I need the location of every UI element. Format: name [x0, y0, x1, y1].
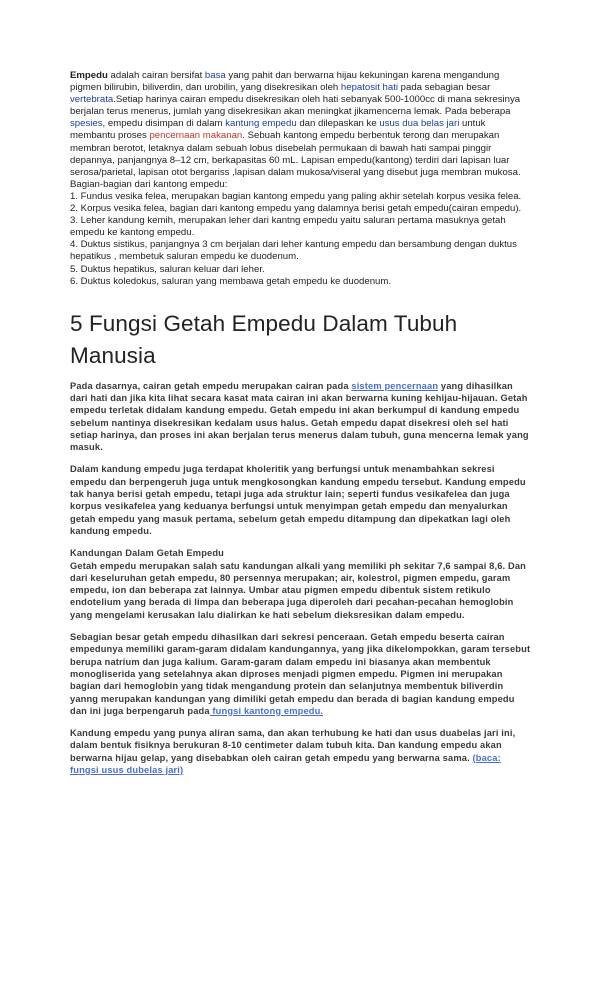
- paragraph-text: Kandung empedu yang punya aliran sama, dan akan terhubung ke hati dan usus duabelas jari ini, dalam bentuk fisiknya berukuran 8-10 centimeter dalam tubuh kita. Dan kandung empedu akan berwarna hijau gelap, yang disebabkan oleh cairan getah empedu yang berwarna sama.: [70, 728, 516, 763]
- list-item: 2. Korpus vesika felea, bagian dari kantong empedu yang dalamnya berisi getah empedu(cairan empedu).: [70, 203, 522, 215]
- link-hepatosit-hati[interactable]: hepatosit hati: [340, 82, 398, 94]
- list-item: 5. Duktus hepatikus, saluran keluar dari leher.: [70, 263, 265, 275]
- section-heading: 5 Fungsi Getah Empedu Dalam Tubuh Manusia: [70, 310, 458, 368]
- link-usus-dua-belas-jari[interactable]: usus dua belas jari: [379, 118, 460, 130]
- link-fungsi-kantong-empedu[interactable]: fungsi kantong empedu.: [209, 705, 324, 716]
- intro-text: dan dilepaskan ke: [296, 118, 380, 130]
- intro-text: .Setiap harinya cairan empedu disekresikan oleh hati sebanyak 500-1000cc di mana sekresinya berjalan terus menerus, jumlah yang disekresikan akan meningkat jikamencerna lemak. Pada beberapa: [70, 94, 521, 118]
- link-fungsi-usus-dubelas-jari[interactable]: (baca: fungsi usus dubelas jari): [70, 752, 501, 775]
- intro-text: yang pahit dan berwarna hijau kekuningan karena mengandung pigmen bilirubin, biliverdin, dan urobilin, yang disekresikan oleh: [70, 70, 500, 94]
- link-sistem-pencernaan[interactable]: sistem pencernaan: [351, 380, 439, 391]
- paragraph-aliran: [70, 727, 532, 776]
- paragraph-text: Getah empedu merupakan salah satu kandungan alkali yang memiliki ph sekitar 7,6 sampai 8,6. Dan dari keseluruhan getah empedu, 80 persennya merupakan; air, kolestrol, pigmen empedu, garam empedu, ion dan beberapa zat lainnya. Umbar atau pigmen empedu dibentuk sistem retikulo endotelium yang berada di limpa dan beberapa juga diperoleh dari pecahan-pecahan hemoglobin yang mengelami kerusakan lalu dialirkan ke hati sebelum dieksresikan dalam empedu.: [70, 560, 527, 620]
- list-item: 1. Fundus vesika felea, merupakan bagian kantong empedu yang paling akhir setelah korpus vesika felea.: [70, 190, 522, 202]
- paragraph-sekresi: [70, 631, 532, 717]
- link-pencernaan-makanan[interactable]: pencernaan makanan: [149, 130, 243, 142]
- intro-text: pada sebagian besar: [398, 82, 491, 94]
- link-vertebrata[interactable]: vertebrata: [70, 94, 114, 106]
- list-item: 6. Duktus koledokus, saluran yang membawa getah empedu ke duodenum.: [70, 275, 392, 287]
- term-empedu: Empedu: [70, 70, 108, 81]
- paragraph-text: Pada dasarnya, cairan getah empedu merupakan cairan pada: [70, 380, 352, 391]
- link-basa[interactable]: basa: [204, 70, 226, 81]
- intro-text: untuk membantu proses: [70, 118, 486, 142]
- intro-text: . Sebuah kantong empedu berbentuk terong dan merupakan membran berotot, letaknya dalam sebuah lobus disebelah permukaan di bawah hati sampai pinggir depannya, panjangnya 8–12 cm, berkapasitas 60 mL. Lapisan empedu(kantong) terdiri dari lapisan luar serosa/parietal, lapisan otot bergariss ,lapisan dalam mukosa/viseral yang disebut juga membran mukosa.: [70, 130, 521, 178]
- paragraph-kandungan: [70, 547, 532, 621]
- intro-text: adalah cairan bersifat: [107, 70, 205, 81]
- link-spesies[interactable]: spesies: [70, 118, 103, 130]
- list-item: 3. Leher kandung kemih, merupakan leher dari kantng empedu yaitu saluran pertama masuknya getah empedu ke kantong empedu.: [70, 215, 506, 239]
- parts-title: Bagian-bagian dari kantong empedu:: [70, 178, 228, 190]
- intro-text: , empedu disimpan di dalam: [102, 118, 226, 130]
- list-item: 4. Duktus sistikus, panjangnya 3 cm berjalan dari leher kantung empedu dan bersambung dengan duktus hepatikus , membetuk saluran empedu ke duodenum.: [70, 239, 517, 263]
- subheading-kandungan: Kandungan Dalam Getah Empedu: [70, 548, 225, 559]
- paragraph-kholeritik: Dalam kandung empedu juga terdapat kholeritik yang berfungsi untuk menambahkan sekresi empedu dan berpengeruh juga untuk mengkosongkan kandung empedu tersebut. Kandung empedu tak hanya berisi getah empedu, tetapi juga ada struktur lain; seperti fundus vesikafelea dan juga korpus vesikafelea yang keduanya berfungsi untuk menyimpan getah empedu dan menyalurkan getah empedu yang masuk pertama, sebelum getah empedu ditampung dan dipekatkan lagi oleh kandung empedu.: [70, 464, 526, 536]
- paragraph-text: yang dihasilkan dari hati dan jika kita lihat secara kasat mata cairan ini akan berwarna kuning kehijau-hijauan. Getah empedu terletak didalam kandung empedu. Getah empedu ini akan berkumpul di kandung empedu sebelum nantinya disekresikan kedalam usus halus. Getah empedu dapat disekresi oleh sel hati setiap harinya, dan proses ini akan berjalan terus menerus dalam tubuh, guna mencerna lemak yang masuk.: [70, 380, 529, 453]
- paragraph-intro-fungsi: [70, 380, 532, 454]
- document-page: [70, 70, 532, 786]
- parts-list: [70, 191, 532, 288]
- link-kantung-empedu[interactable]: kantung empedu: [225, 118, 297, 130]
- paragraph-text: Sebagian besar getah empedu dihasilkan dari sekresi penceraan. Getah empedu beserta cairan empedunya memiliki garam-garam didalam kandungannya, yang jika dikelompokkan, garam tersebut berupa natrium dan juga kalium. Garam-garam dalam empedu ini biasanya akan membentuk monogliserida yang setelahnya akan diproses menjadi pigmen empedu. Pigmen ini merupakan bagian dari hemoglobin yang tidak mengandung protein dan selanjutnya membentuk biliverdin yanng merupakan kandungan yang dimiliki getah empedu dan berada di bagian kandung empedu dan ini juga berpengaruh pada: [70, 632, 531, 716]
- intro-paragraph: [70, 70, 532, 179]
